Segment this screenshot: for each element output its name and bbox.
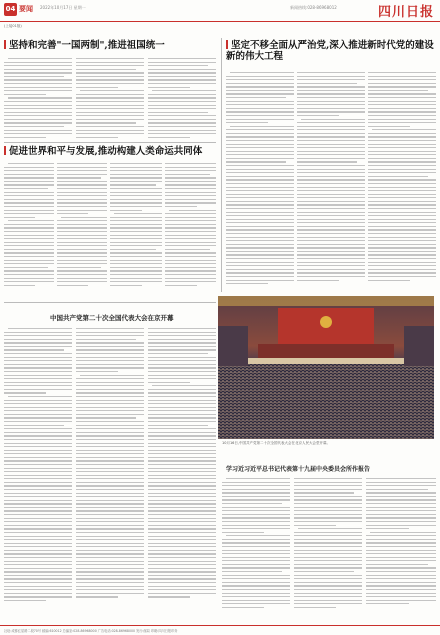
column-divider (221, 38, 222, 292)
article-column (4, 58, 72, 140)
photo-caption: 10月16日,中国共产党第二十次全国代表大会在北京人民大会堂开幕。 (222, 441, 331, 445)
article-column (165, 163, 216, 288)
page-number: 04 (4, 3, 17, 16)
newspaper-logo: 四川日报 (377, 5, 434, 20)
headline-congress-opening: 中国共产党第二十次全国代表大会在京开幕 (50, 314, 174, 322)
article-column (148, 328, 216, 600)
article-column (297, 72, 365, 283)
article-column (4, 328, 72, 604)
headline-world-peace: 促进世界和平与发展,推动构建人类命运共同体 (4, 146, 216, 157)
article-column (76, 58, 144, 140)
divider (4, 142, 216, 143)
headline-marker (4, 146, 6, 155)
article-column (110, 163, 162, 288)
news-hotline: 新闻热线:028-86968012 (290, 5, 337, 10)
divider (4, 302, 216, 303)
article-column (368, 72, 436, 283)
headline-unification: 坚持和完善"一国两制",推进祖国统一 (4, 40, 216, 51)
congress-hall-photo (218, 296, 434, 439)
continued-note: (上接01版) (4, 24, 22, 28)
section-name: 要闻 (19, 5, 33, 13)
footer-info: 社址:成都红星路二段70号 邮编:610012 总编室:028-86968000 广告电话:028-86968000 发行:邮局 印刷:四川日报印务 (0, 625, 440, 635)
article-column (226, 72, 294, 287)
article-column (57, 163, 107, 288)
issue-date: 2022年10月17日 星期一 (40, 5, 86, 10)
photo-image (218, 296, 434, 439)
article-column (222, 478, 290, 610)
article-column (294, 478, 362, 610)
article-column (76, 328, 144, 600)
masthead (0, 0, 440, 22)
article-column (4, 163, 54, 288)
article-column (148, 58, 216, 140)
headline-marker (4, 40, 6, 49)
headline-marker (226, 40, 228, 49)
article-column (366, 478, 436, 607)
headline-study-report: 学习近习近平总书记代表第十九届中央委员会所作报告 (226, 466, 371, 473)
headline-party-governance: 坚定不移全面从严治党,深入推进新时代党的建设新的伟大工程 (226, 40, 434, 62)
